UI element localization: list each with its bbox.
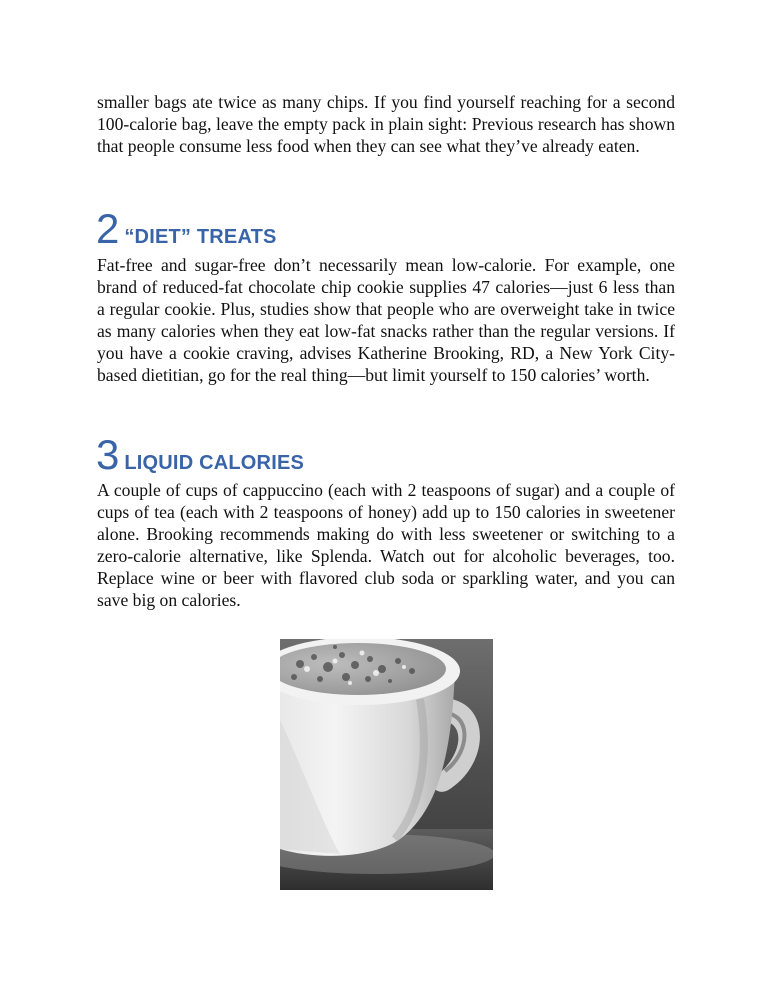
section-number: 3: [96, 431, 120, 478]
section-body-diet-treats: Fat-free and sugar-free don’t necessarily mean low-calorie. For example, one brand of reduced-fat chocolate chip cookie supplies 47 calories—just 6 less than a regular cookie. Plus, studies show that people who are overweight take in twice as many calories when they eat low-fat snacks rather than the regular versions. If you have a cookie craving, advises Katherine Brooking, RD, a New York City-based dietitian, go for the real thing—but limit yourself to 150 calories’ worth.: [97, 255, 675, 385]
section-number: 2: [96, 205, 120, 252]
intro-paragraph: smaller bags ate twice as many chips. If you find yourself reaching for a second 100-calorie bag, leave the empty pack in plain sight: Previous research has shown that people consume less food when they can see what they’ve already eaten.: [97, 92, 675, 156]
section-title: LIQUID CALORIES: [124, 452, 305, 474]
cappuccino-cup-illustration: [280, 639, 493, 890]
cappuccino-photo: [280, 639, 493, 890]
section-heading-diet-treats: [96, 205, 277, 252]
section-heading-liquid-calories: [96, 431, 305, 478]
section-body-liquid-calories: A couple of cups of cappuccino (each with 2 teaspoons of sugar) and a couple of cups of tea (each with 2 teaspoons of honey) add up to 150 calories in sweetener alone. Brooking recommends making do with less sweetener or switching to a zero-calorie alternative, like Splenda. Watch out for alcoholic beverages, too. Replace wine or beer with flavored club soda or sparkling water, and you can save big on calories.: [97, 480, 675, 610]
section-title: “DIET” TREATS: [124, 226, 277, 248]
